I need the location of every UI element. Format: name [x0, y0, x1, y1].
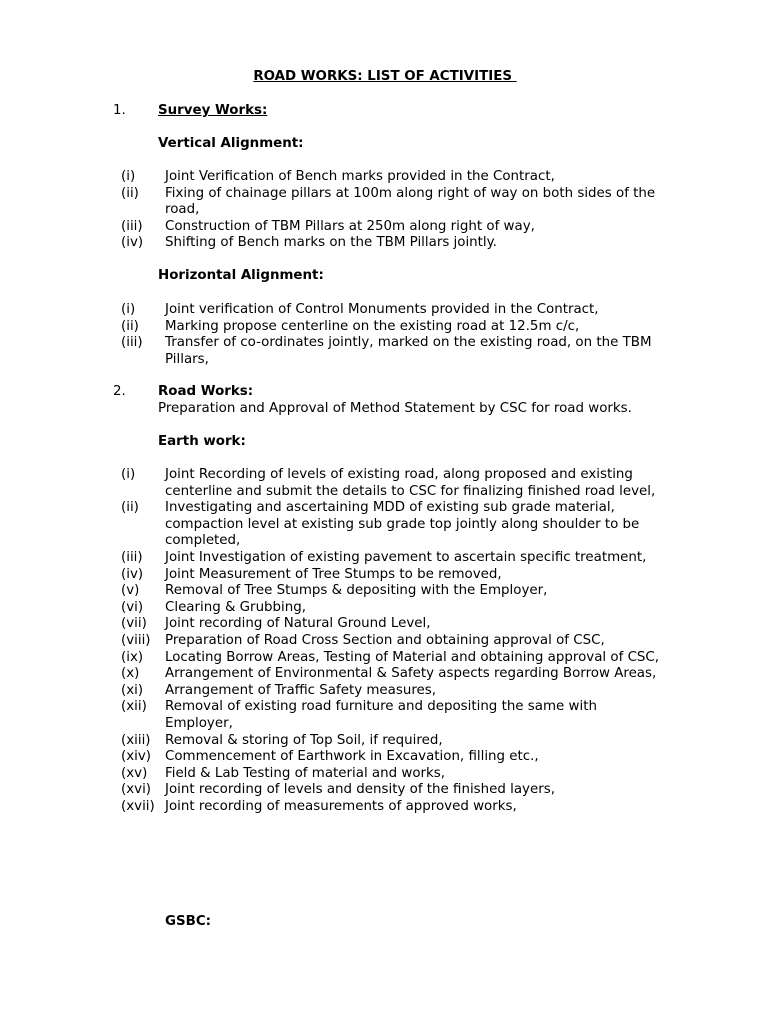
- list-item-text: Transfer of co-ordinates jointly, marked on the existing road, on the TBM Pillars,: [165, 335, 652, 367]
- list-item: [121, 683, 661, 700]
- list-item-number: (xv): [121, 765, 148, 781]
- list-item-text: Commencement of Earthwork in Excavation, filling etc.,: [165, 749, 539, 765]
- list-item: [121, 766, 661, 783]
- earth-work-heading: Earth work:: [158, 434, 246, 449]
- list-item: [121, 583, 661, 600]
- section-1-number: 1.: [113, 103, 126, 118]
- list-item-text: Removal of existing road furniture and depositing the same with Employer,: [165, 699, 597, 731]
- list-item-number: (xiv): [121, 749, 152, 765]
- list-item-number: (xiii): [121, 732, 151, 748]
- list-item-text: Locating Borrow Areas, Testing of Material and obtaining approval of CSC,: [165, 649, 660, 665]
- list-item-number: (ix): [121, 649, 144, 665]
- section-2-title: Road Works:: [158, 384, 254, 399]
- section-2-number: 2.: [113, 384, 126, 399]
- list-item-text: Joint recording of Natural Ground Level,: [165, 616, 431, 632]
- list-item-number: (xvi): [121, 782, 152, 798]
- list-item: [121, 235, 661, 252]
- list-item-number: (ii): [121, 318, 139, 334]
- earth-work-list: [121, 467, 661, 815]
- list-item-text: Investigating and ascertaining MDD of existing sub grade material, compaction level at existing sub grade top jointly along shoulder to be completed,: [165, 500, 640, 549]
- list-item-number: (x): [121, 666, 140, 682]
- list-item-number: (viii): [121, 632, 151, 648]
- vertical-alignment-heading: Vertical Alignment:: [158, 136, 304, 151]
- list-item: [121, 319, 661, 336]
- list-item: [121, 186, 661, 219]
- section-2-intro: Preparation and Approval of Method Statement by CSC for road works.: [158, 401, 632, 416]
- list-item: [121, 169, 661, 186]
- list-item-number: (i): [121, 302, 136, 317]
- list-item-text: Joint Measurement of Tree Stumps to be removed,: [165, 566, 502, 582]
- list-item-number: (xii): [121, 699, 147, 715]
- list-item: [121, 467, 661, 500]
- list-item: [121, 567, 661, 584]
- list-item-number: (xvii): [121, 798, 155, 814]
- list-item-text: Arrangement of Environmental & Safety aspects regarding Borrow Areas,: [165, 666, 657, 682]
- list-item-text: Arrangement of Traffic Safety measures,: [165, 682, 437, 698]
- list-item-text: Removal & storing of Top Soil, if required,: [165, 732, 443, 748]
- list-item: [121, 733, 661, 750]
- list-item-text: Joint recording of levels and density of the finished layers,: [165, 782, 555, 798]
- vertical-alignment-list: [121, 169, 661, 252]
- list-item-number: (vii): [121, 616, 147, 632]
- list-item: [121, 616, 661, 633]
- list-item-text: Construction of TBM Pillars at 250m along right of way,: [165, 218, 535, 234]
- list-item-number: (xi): [121, 682, 144, 698]
- list-item-number: (i): [121, 467, 136, 482]
- list-item-number: (i): [121, 169, 136, 184]
- list-item: [121, 550, 661, 567]
- list-item: [121, 799, 661, 816]
- list-item: [121, 650, 661, 667]
- list-item-number: (iv): [121, 566, 144, 582]
- list-item-number: (ii): [121, 500, 139, 516]
- horizontal-alignment-heading: Horizontal Alignment:: [158, 268, 324, 283]
- list-item-number: (v): [121, 583, 140, 599]
- list-item-text: Fixing of chainage pillars at 100m along right of way on both sides of the road,: [165, 185, 656, 218]
- list-item-number: (iii): [121, 218, 143, 234]
- list-item-text: Field & Lab Testing of material and works,: [165, 765, 446, 781]
- list-item: [121, 699, 661, 732]
- list-item-text: Shifting of Bench marks on the TBM Pillars jointly.: [165, 235, 497, 251]
- section-1-title: Survey Works:: [158, 103, 268, 118]
- list-item-text: Joint recording of measurements of approved works,: [165, 798, 517, 814]
- list-item-text: Preparation of Road Cross Section and obtaining approval of CSC,: [165, 632, 605, 648]
- list-item: [121, 335, 661, 368]
- list-item-text: Joint Recording of levels of existing road, along proposed and existing centerline and submit the details to CSC for finalizing finished road level,: [165, 467, 656, 499]
- list-item-text: Marking propose centerline on the existing road at 12.5m c/c,: [165, 318, 580, 334]
- list-item-text: Removal of Tree Stumps & depositing with the Employer,: [165, 583, 548, 599]
- list-item-text: Joint Investigation of existing pavement to ascertain specific treatment,: [165, 549, 647, 565]
- list-item-number: (iii): [121, 335, 143, 351]
- list-item: [121, 302, 661, 319]
- document-title: ROAD WORKS: LIST OF ACTIVITIES: [253, 69, 517, 84]
- list-item-number: (vi): [121, 599, 144, 615]
- list-item-number: (iii): [121, 549, 143, 565]
- horizontal-alignment-list: [121, 302, 661, 368]
- list-item: [121, 666, 661, 683]
- gsbc-heading: GSBC:: [165, 914, 212, 929]
- list-item: [121, 749, 661, 766]
- list-item-number: (iv): [121, 235, 144, 251]
- list-item-number: (ii): [121, 185, 139, 201]
- list-item: [121, 500, 661, 550]
- list-item: [121, 633, 661, 650]
- list-item: [121, 219, 661, 236]
- list-item-text: Joint verification of Control Monuments provided in the Contract,: [165, 302, 599, 317]
- list-item-text: Clearing & Grubbing,: [165, 599, 307, 615]
- list-item-text: Joint Verification of Bench marks provided in the Contract,: [165, 169, 555, 184]
- list-item: [121, 600, 661, 617]
- list-item: [121, 782, 661, 799]
